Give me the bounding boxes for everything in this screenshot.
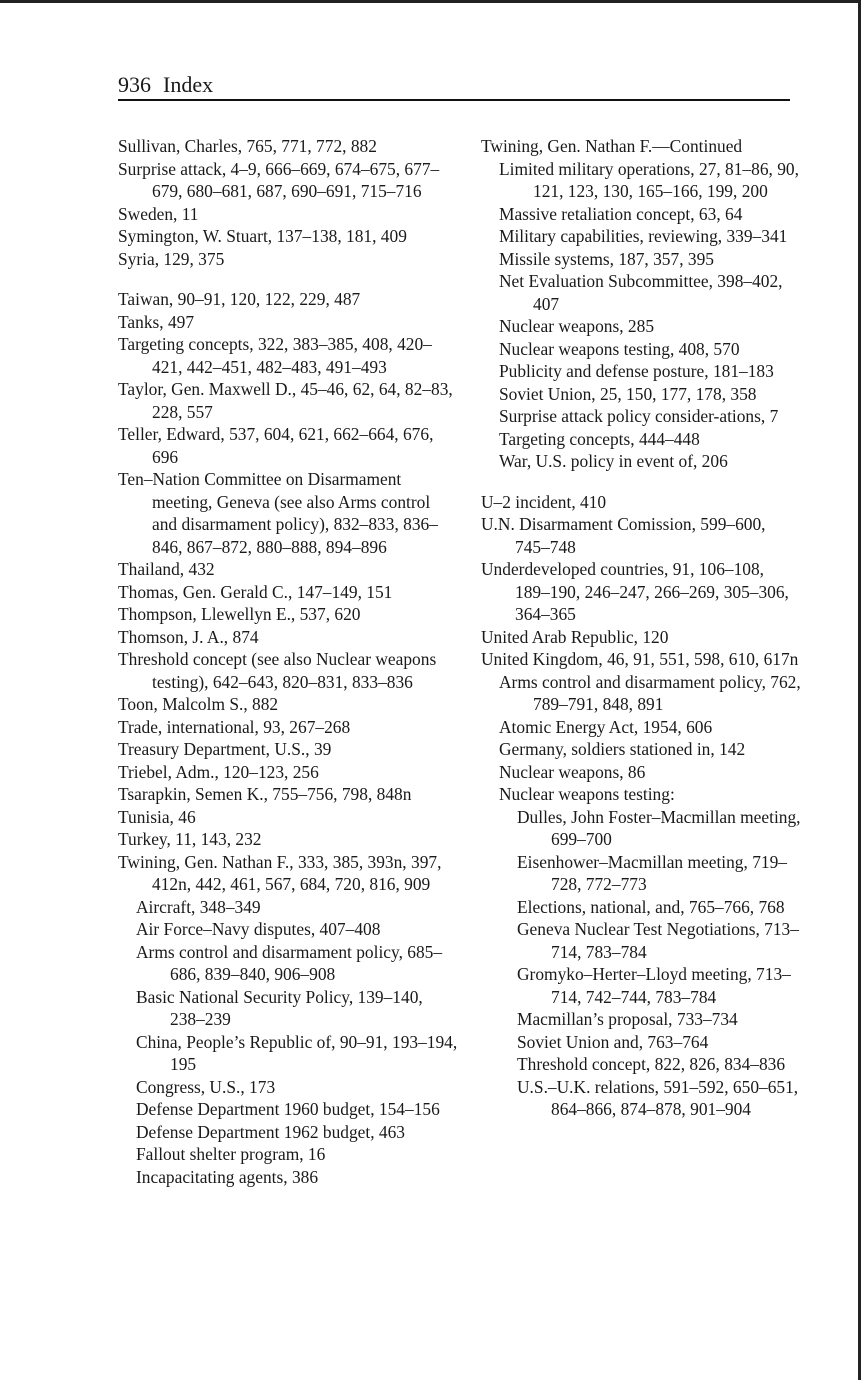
index-entry: Sullivan, Charles, 765, 771, 772, 882	[118, 136, 377, 156]
index-column-left	[118, 135, 458, 1188]
index-entry: Atomic Energy Act, 1954, 606	[499, 716, 713, 737]
index-entry: Tunisia, 46	[118, 806, 196, 827]
index-entry: Geneva Nuclear Test Negotiations, 713–714, 783–784	[517, 919, 799, 962]
index-entry: Taylor, Gen. Maxwell D., 45–46, 62, 64, 82–83, 228, 557	[118, 379, 453, 422]
index-entry: War, U.S. policy in event of, 206	[499, 451, 728, 471]
index-entry: Tanks, 497	[118, 311, 195, 332]
index-entry: Basic National Security Policy, 139–140, 238–239	[136, 986, 423, 1029]
index-entry: Thailand, 432	[118, 559, 215, 579]
index-entry: Massive retaliation concept, 63, 64	[499, 203, 743, 224]
index-column-right	[481, 135, 801, 1121]
index-entry: Arms control and disarmament policy, 685–686, 839–840, 906–908	[136, 941, 443, 984]
index-entry: Trade, international, 93, 267–268	[118, 716, 351, 737]
index-entry: Soviet Union and, 763–764	[517, 1031, 709, 1052]
index-entry: Underdeveloped countries, 91, 106–108, 189–190, 246–247, 266–269, 305–306, 364–365	[481, 559, 789, 624]
page-title: Index	[163, 72, 214, 97]
index-entry: Soviet Union, 25, 150, 177, 178, 358	[499, 383, 757, 404]
index-entry: Publicity and defense posture, 181–183	[499, 361, 774, 381]
index-entry: Incapacitating agents, 386	[136, 1166, 319, 1187]
index-entry: Twining, Gen. Nathan F., 333, 385, 393n, 397, 412n, 442, 461, 567, 684, 720, 816, 909	[118, 851, 442, 894]
index-entry: Missile systems, 187, 357, 395	[499, 248, 714, 269]
index-entry: United Kingdom, 46, 91, 551, 598, 610, 617n	[481, 649, 799, 669]
index-entry: Thomson, J. A., 874	[118, 626, 259, 647]
index-entry: Congress, U.S., 173	[136, 1076, 276, 1097]
index-entry: Military capabilities, reviewing, 339–341	[499, 226, 788, 246]
index-entry: U.S.–U.K. relations, 591–592, 650–651, 864–866, 874–878, 901–904	[517, 1076, 799, 1119]
index-entry: Targeting concepts, 444–448	[499, 428, 700, 449]
index-entry: U–2 incident, 410	[481, 491, 607, 512]
index-entry: Ten–Nation Committee on Disarmament meeting, Geneva (see also Arms control and disarmament policy), 832–833, 836–846, 867–872, 880–888, 894–896	[118, 469, 438, 557]
index-entry: Defense Department 1962 budget, 463	[136, 1121, 405, 1142]
index-entry: Thomas, Gen. Gerald C., 147–149, 151	[118, 581, 393, 602]
index-entry: Thompson, Llewellyn E., 537, 620	[118, 604, 361, 624]
index-entry: Toon, Malcolm S., 882	[118, 694, 279, 714]
page-number: 936	[118, 72, 151, 97]
index-entry: Teller, Edward, 537, 604, 621, 662–664, 676, 696	[118, 424, 434, 467]
index-entry: U.N. Disarmament Comission, 599–600, 745–748	[481, 514, 766, 557]
index-entry: Eisenhower–Macmillan meeting, 719–728, 772–773	[517, 851, 787, 894]
index-entry: Nuclear weapons, 285	[499, 316, 655, 336]
index-entry: Treasury Department, U.S., 39	[118, 739, 332, 759]
index-entry: Threshold concept (see also Nuclear weapons testing), 642–643, 820–831, 833–836	[118, 649, 437, 692]
index-entry: Turkey, 11, 143, 232	[118, 829, 262, 849]
header-rule	[118, 99, 790, 101]
index-entry: Defense Department 1960 budget, 154–156	[136, 1099, 440, 1119]
index-entry: Threshold concept, 822, 826, 834–836	[517, 1054, 786, 1074]
index-entry: Air Force–Navy disputes, 407–408	[136, 919, 381, 939]
index-entry: Nuclear weapons testing, 408, 570	[499, 338, 740, 359]
index-entry: China, People’s Republic of, 90–91, 193–194, 195	[136, 1031, 458, 1074]
index-entry: Elections, national, and, 765–766, 768	[517, 896, 785, 917]
index-entry: Dulles, John Foster–Macmillan meeting, 699–700	[517, 806, 801, 849]
index-entry: Arms control and disarmament policy, 762, 789–791, 848, 891	[499, 671, 801, 714]
index-entry: Limited military operations, 27, 81–86, 90, 121, 123, 130, 165–166, 199, 200	[499, 158, 799, 201]
page-edge-top	[0, 0, 861, 3]
page-header	[118, 70, 790, 100]
index-entry: Nuclear weapons, 86	[499, 761, 646, 782]
index-entry: Gromyko–Herter–Lloyd meeting, 713–714, 742–744, 783–784	[517, 964, 791, 1007]
index-entry: Sweden, 11	[118, 203, 199, 224]
index-entry: Surprise attack, 4–9, 666–669, 674–675, 677–679, 680–681, 687, 690–691, 715–716	[118, 158, 440, 201]
index-entry: Germany, soldiers stationed in, 142	[499, 739, 746, 759]
index-entry: Fallout shelter program, 16	[136, 1144, 326, 1164]
index-entry: Triebel, Adm., 120–123, 256	[118, 761, 319, 782]
index-entry: Macmillan’s proposal, 733–734	[517, 1009, 738, 1029]
index-entry: Twining, Gen. Nathan F.—Continued	[481, 136, 743, 156]
index-entry: Taiwan, 90–91, 120, 122, 229, 487	[118, 289, 361, 309]
index-entry: Symington, W. Stuart, 137–138, 181, 409	[118, 226, 407, 246]
index-entry: Syria, 129, 375	[118, 248, 225, 269]
index-entry: Nuclear weapons testing:	[499, 784, 675, 804]
index-entry: Surprise attack policy consider-ations, 7	[499, 406, 779, 426]
index-entry: Aircraft, 348–349	[136, 896, 261, 917]
index-entry: Targeting concepts, 322, 383–385, 408, 420–421, 442–451, 482–483, 491–493	[118, 334, 432, 377]
index-entry: Net Evaluation Subcommittee, 398–402, 407	[499, 271, 783, 314]
index-entry: Tsarapkin, Semen K., 755–756, 798, 848n	[118, 784, 412, 804]
index-entry: United Arab Republic, 120	[481, 626, 669, 647]
